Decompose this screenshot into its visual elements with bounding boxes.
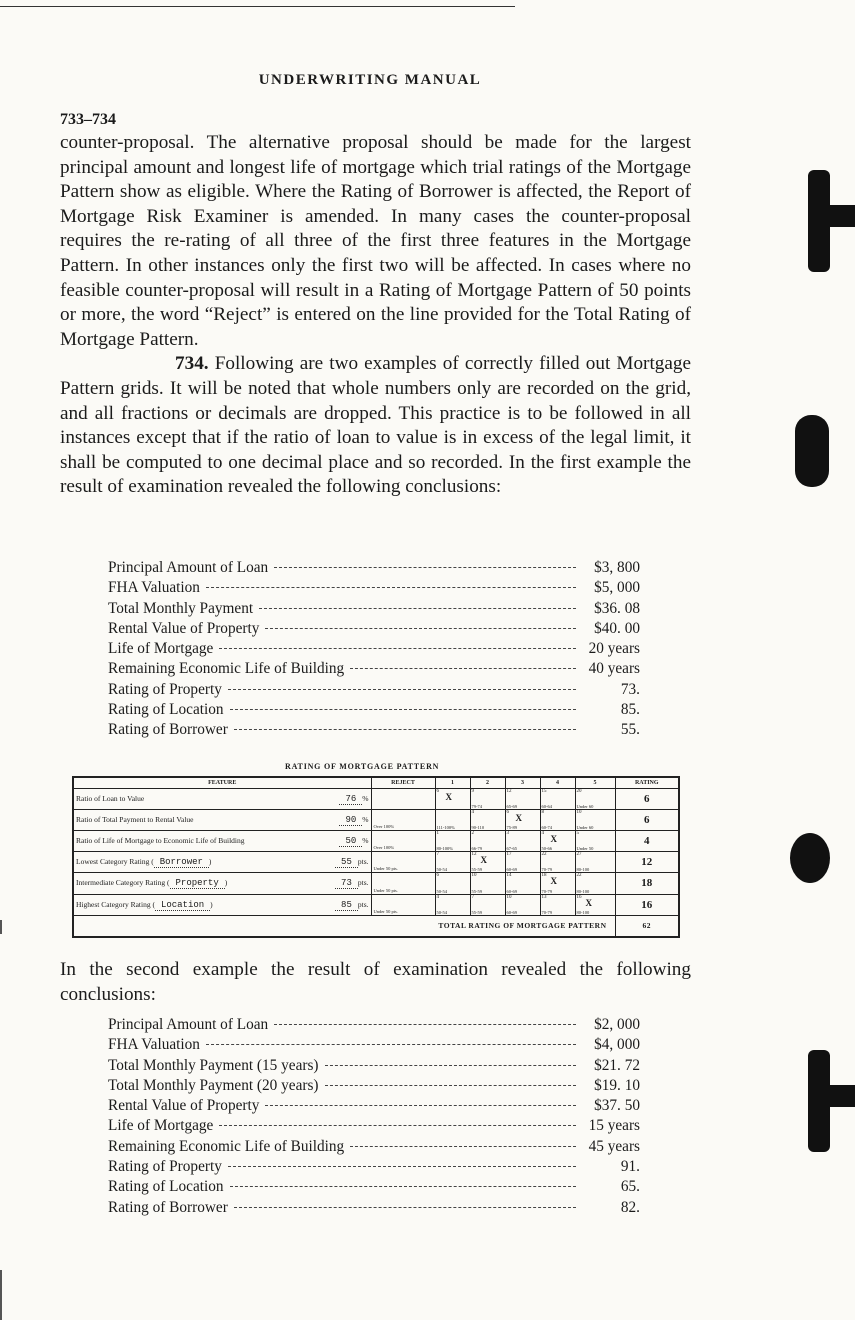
score-points: 5 [576,831,579,836]
score-range: 67-65 [506,846,517,852]
x-mark: X [550,834,557,844]
score-points: 22 [576,873,582,879]
reject-range: Under 50 pts. [373,887,398,893]
score-points: 2 [471,831,474,836]
grid-total-label: TOTAL RATING OF MORTGAGE PATTERN [73,915,615,937]
margin-mark-4-bar [808,1085,855,1107]
reject-range: Under 50 pts. [373,866,398,872]
feature-entry [339,794,368,804]
grid-header-cell: 2 [470,777,505,788]
score-points: 7 [471,894,474,900]
score-range: 90-110 [471,825,485,830]
feature-name: Intermediate Category Rating [76,878,166,888]
score-range: 80-100 [576,909,590,915]
feature-name: Ratio of Life of Mortgage to Economic Life of Building [76,836,245,846]
grid-reject-cell [371,809,435,830]
grid-row [73,809,679,830]
leader-dots [325,1065,577,1066]
example2-row [108,1117,640,1137]
example1-value: $40. 00 [594,619,640,637]
score-range: Under 50 [576,846,594,852]
example2-value: 15 years [588,1117,640,1135]
paragraph-734 [60,352,691,500]
grid-score-cell [470,852,505,873]
example1-label: Life of Mortgage [108,640,214,658]
grid-rating-cell: 6 [615,809,679,830]
score-points: 7 [436,852,439,858]
example2-label: Rating of Location [108,1178,224,1196]
score-range: 50-54 [436,888,447,894]
grid-score-cell [435,788,470,809]
example1-value: $36. 08 [594,599,640,617]
score-range: 60-69 [506,888,517,894]
leader-dots [350,1146,576,1147]
example2-value: 82. [620,1198,640,1216]
feature-category: Location [155,900,210,911]
feature-line [76,900,369,910]
grid-reject-cell [371,831,435,852]
score-points: 14 [506,873,512,879]
feature-label: Lowest Category Rating ( Borrower ) [76,857,212,868]
feature-label [76,794,144,803]
feature-unit: pts. [357,857,369,867]
feature-label [76,836,245,845]
example1-list [108,559,640,742]
example1-label: Rating of Property [108,680,222,698]
score-range: 66-79 [471,846,482,852]
feature-line [76,857,369,867]
example1-label: Rating of Borrower [108,721,228,739]
grid-score-cell [470,809,505,830]
grid-score-cell [575,873,615,894]
grid-score-cell [505,873,540,894]
example2-label: Total Monthly Payment (20 years) [108,1076,319,1094]
example1-label: Rating of Location [108,701,224,719]
grid-row [73,852,679,873]
feature-unit: % [362,814,369,824]
example1-row [108,640,640,660]
grid-feature-cell [73,873,371,894]
leader-dots [259,608,576,609]
score-range: Under 60 [576,825,594,830]
example1-value: $3, 800 [594,559,640,576]
score-points: 12 [506,788,512,794]
feature-unit: pts. [357,878,369,888]
grid-score-cell [505,809,540,830]
score-points: 12 [471,852,477,858]
score-range: 50-54 [436,909,447,915]
grid-total-value: 62 [615,915,679,937]
feature-line [76,836,369,846]
grid-score-cell [505,894,540,915]
grid-reject-cell [371,894,435,915]
example1-value: 73. [620,680,640,698]
example2-row [108,1077,640,1097]
grid-row [73,788,679,809]
leader-dots [228,689,576,690]
grid-total-row [73,915,679,937]
score-range: Under 60 [576,803,594,809]
paragraph-734-number: 734. [175,353,209,375]
leader-dots [234,729,576,730]
paragraph-733-text: counter-proposal. The alternative proposal should be made for the largest principal amount and longest life of mortgage which trial ratings of the Mortgage Pattern show as eligible. Where the Rating of Borrower is affected, the Report of Mortgage Risk Examiner is amended. In many cases the counter-proposal requires the re-rating of all three of the first three features in the Mortgage Pattern. In other instances only the first two will be affected. In cases where no feasible counter-proposal will result in a Rating of Mortgage Pattern of 50 points or more, the word “Reject” is entered on the line provided for the Total Rating of Mortgage Pattern. [60,132,691,350]
grid-row [73,873,679,894]
score-range: 50-66 [541,846,552,852]
grid-score-cell [435,894,470,915]
grid-header-cell: 4 [540,777,575,788]
score-points: 6 [506,809,509,815]
score-range: 75-89 [506,825,517,830]
score-range: 55-59 [471,909,482,915]
feature-value: 55 [335,857,358,868]
grid-score-cell [470,788,505,809]
grid-score-cell [470,873,505,894]
grid-score-cell [575,894,615,915]
score-points: 1 [436,831,439,836]
grid-row [73,894,679,915]
score-points: 8 [541,809,544,815]
score-points: 22 [541,852,547,858]
grid-header-cell: FEATURE [73,777,371,788]
grid-score-cell [540,831,575,852]
score-points: 27 [576,852,582,858]
score-points: 13 [541,894,547,900]
feature-value: 85 [335,900,358,911]
grid-score-cell [575,852,615,873]
score-range: 60-64 [541,803,552,809]
score-range: 70-79 [541,888,552,894]
score-range: 65-69 [506,803,517,809]
x-mark: X [480,855,487,866]
feature-value: 90 [339,815,362,826]
section-number: 733–734 [60,111,116,128]
score-points: 10 [471,873,477,879]
score-points: 16 [576,894,582,900]
feature-category: Borrower [154,857,209,868]
score-range: 60-69 [506,867,517,873]
example1-row [108,681,640,701]
grid-feature-cell [73,809,371,830]
grid-row [73,831,679,852]
x-mark: X [550,876,557,887]
reject-range: Over 100% [373,845,395,851]
feature-name: Ratio of Total Payment to Rental Value [76,814,194,824]
example1-row [108,701,640,721]
margin-mark-3 [790,833,830,883]
leader-dots [206,1044,576,1045]
feature-entry [335,900,368,910]
feature-entry [335,857,368,867]
example1-value: 55. [620,721,640,739]
leader-dots [230,709,576,710]
paragraph-second-example-text: In the second example the result of examination revealed the following conclusions: [60,959,691,1005]
score-range: 80-100 [576,888,590,894]
example2-value: 45 years [588,1137,640,1155]
grid-feature-cell [73,788,371,809]
score-range: 60-74 [541,825,552,830]
paragraph-733 [60,131,691,500]
score-points: 6 [436,873,439,879]
feature-name: Lowest Category Rating [76,857,150,867]
grid-score-cell [540,894,575,915]
score-points: 20 [576,788,582,794]
example2-label: FHA Valuation [108,1036,200,1054]
example1-row [108,721,640,741]
grid-score-cell [435,809,470,830]
leader-dots [206,587,576,588]
feature-label [76,815,194,824]
mortgage-pattern-grid [72,776,680,938]
feature-category: Property [170,878,225,889]
example2-value: 65. [620,1178,640,1196]
score-range: 55-59 [471,888,482,894]
leader-dots [274,1024,576,1025]
feature-line [76,815,369,825]
score-points: 10 [506,894,512,900]
grid-score-cell [470,894,505,915]
grid-score-cell [575,809,615,830]
reject-range: Over 100% [373,824,395,829]
feature-line [76,794,369,804]
example2-label: Total Monthly Payment (15 years) [108,1056,319,1074]
grid-rating-cell: 6 [615,788,679,809]
grid-score-cell [435,873,470,894]
grid-title: RATING OF MORTGAGE PATTERN [285,762,440,771]
example2-row [108,1178,640,1198]
example2-value: $37. 50 [594,1097,640,1115]
example1-label: Rental Value of Property [108,619,260,637]
score-range: 50-54 [436,867,447,873]
leader-dots [265,628,576,629]
feature-label: Highest Category Rating ( Location ) [76,899,213,910]
leader-dots [265,1105,576,1106]
grid-feature-cell [73,831,371,852]
grid-reject-cell [371,873,435,894]
feature-entry [335,878,368,888]
leader-dots [234,1207,576,1208]
score-range: 111-100% [436,825,455,830]
grid-rating-cell: 16 [615,894,679,915]
grid-feature-cell [73,852,371,873]
leader-dots [230,1186,576,1187]
example1-value: 85. [620,701,640,719]
score-points: 4 [471,809,474,815]
feature-name: Highest Category Rating [76,899,151,909]
paragraph-734-text: Following are two examples of correctly filled out Mortgage Pattern grids. It will be noted that whole numbers only are recorded on the grid, and all fractions or decimals are dropped. This practice is to be followed in all instances except that if the ratio of loan to value is in excess of the legal limit, it shall be computed to one decimal place and so recorded. In the first example the result of examination revealed the following conclusions: [60,353,692,498]
score-points: 9 [471,788,474,794]
score-range: 79-74 [471,803,482,809]
example1-label: Remaining Economic Life of Building [108,660,345,678]
grid-rating-cell: 18 [615,873,679,894]
score-points: 17 [506,852,512,858]
feature-value: 76 [339,794,362,805]
grid-rating-cell: 4 [615,831,679,852]
grid-rating-cell: 12 [615,852,679,873]
grid-reject-cell [371,852,435,873]
grid-score-cell [505,852,540,873]
example2-label: Life of Mortgage [108,1117,214,1135]
example2-row [108,1057,640,1077]
example1-row [108,620,640,640]
grid-score-cell [470,831,505,852]
grid-score-cell [540,873,575,894]
example1-value: 40 years [588,660,640,678]
feature-name: Ratio of Loan to Value [76,793,145,803]
leader-dots [228,1166,576,1167]
score-range: 60-69 [506,909,517,915]
example1-value: 20 years [588,640,640,658]
leader-dots [219,648,576,649]
score-range: 70-79 [541,909,552,915]
x-mark: X [445,791,452,802]
score-points: 3 [506,831,509,836]
example2-row [108,1036,640,1056]
grid-header-cell: 1 [435,777,470,788]
example2-row [108,1138,640,1158]
example2-value: $19. 10 [594,1076,640,1094]
feature-unit: % [362,793,369,803]
score-range: 80-100% [436,846,453,852]
grid-score-cell [435,852,470,873]
grid-score-cell [505,788,540,809]
example1-label: Principal Amount of Loan [108,559,269,576]
example2-label: Remaining Economic Life of Building [108,1137,345,1155]
score-range: 55-59 [471,867,482,873]
example2-label: Rating of Borrower [108,1198,228,1216]
example1-row [108,579,640,599]
leader-dots [219,1125,576,1126]
page-header: UNDERWRITING MANUAL [258,72,482,88]
feature-value: 73 [335,878,358,889]
feature-value: 50 [339,836,362,847]
x-mark: X [585,897,592,908]
example1-label: FHA Valuation [108,579,200,597]
reject-range: Under 50 pts. [373,908,398,914]
example2-value: $2, 000 [594,1016,640,1033]
feature-unit: pts. [357,899,369,909]
example1-row [108,660,640,680]
example2-value: $4, 000 [594,1036,640,1054]
example2-row [108,1199,640,1219]
feature-entry [339,815,368,825]
margin-mark-2 [795,415,829,487]
grid-feature-cell [73,894,371,915]
example1-row [108,559,640,579]
example1-row [108,600,640,620]
leader-dots [274,567,576,568]
score-points: 6 [436,788,439,794]
score-points: 10 [576,809,582,815]
feature-line [76,878,369,888]
example2-value: $21. 72 [594,1056,640,1074]
example2-list [108,1016,640,1219]
grid-header-cell: RATING [615,777,679,788]
example2-label: Rating of Property [108,1158,222,1176]
grid-header-cell: 3 [505,777,540,788]
grid-score-cell [575,788,615,809]
score-points: 15 [541,788,547,794]
paragraph-second-example [60,958,691,1007]
grid-score-cell [540,852,575,873]
grid-score-cell [435,831,470,852]
leader-dots [325,1085,577,1086]
grid-header-cell: REJECT [371,777,435,788]
grid-score-cell [505,831,540,852]
feature-entry [339,836,368,846]
left-edge-mark-2 [0,1270,2,1320]
example2-row [108,1158,640,1178]
example1-value: $5, 000 [594,579,640,597]
example2-value: 91. [620,1158,640,1176]
example2-label: Rental Value of Property [108,1097,260,1115]
margin-mark-1-bar [808,205,855,227]
grid-score-cell [540,788,575,809]
left-edge-mark [0,920,2,934]
example2-label: Principal Amount of Loan [108,1016,269,1033]
example2-row [108,1016,640,1036]
score-range: 80-100 [576,867,590,873]
grid-header-row [73,777,679,788]
feature-unit: % [362,836,369,846]
score-range: 70-79 [541,867,552,873]
grid-header-cell: 5 [575,777,615,788]
top-rule [0,6,515,7]
score-points: 18 [541,873,547,879]
example2-row [108,1097,640,1117]
grid-score-cell [575,831,615,852]
grid-score-cell [540,809,575,830]
leader-dots [350,668,576,669]
x-mark: X [515,812,522,823]
grid-reject-cell [371,788,435,809]
feature-label: Intermediate Category Rating ( Property ) [76,878,228,889]
score-points: 4 [541,831,544,836]
example1-label: Total Monthly Payment [108,599,254,617]
score-points: 4 [436,894,439,900]
